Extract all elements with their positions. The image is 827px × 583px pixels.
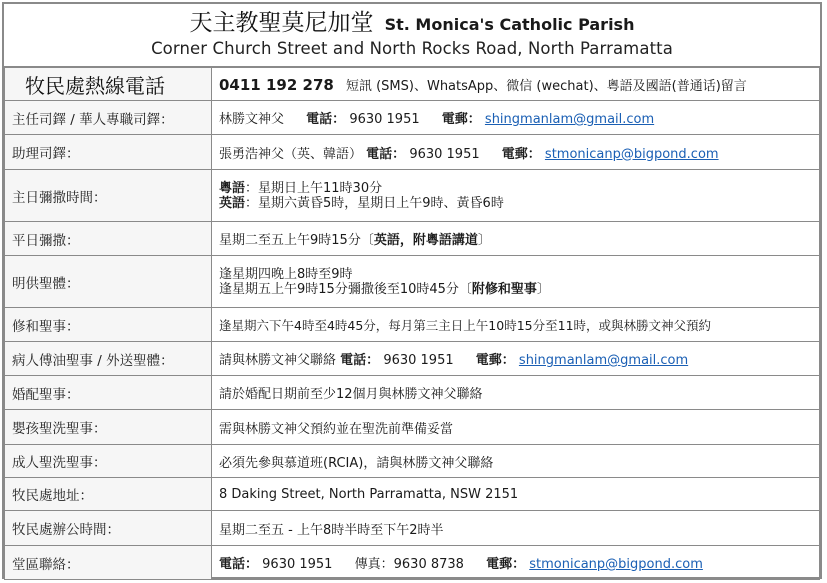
office-address-label: 牧民處地址：	[5, 478, 212, 511]
weekday-mass-language: 英語，附粵語講道	[373, 233, 478, 248]
adoration-line2-text: 逢星期五上午9時15分彌撒後至10時45分〔	[219, 281, 472, 297]
contact-fax-label: 傳真：	[354, 557, 394, 572]
pastor-email-link[interactable]: shingmanlam@gmail.com	[484, 112, 655, 127]
table-row-weekday-mass	[5, 222, 820, 256]
parish-address: Corner Church Street and North Rocks Road, North Parramatta	[151, 39, 673, 58]
reconciliation-value: 逢星期六下午4時至4時45分，每月第三主日上午10時15分至11時，或與林勝文神父預約	[212, 308, 820, 342]
hotline-value	[212, 68, 820, 101]
pastor-value	[212, 101, 820, 135]
weekday-mass-label: 平日彌撒：	[5, 222, 212, 256]
table-row-pastor	[5, 101, 820, 135]
anointing-text: 請與林勝文神父聯絡	[219, 353, 337, 368]
infant-baptism-value: 需與林勝文神父預約並在聖洗前準備妥當	[212, 410, 820, 445]
title-english: St. Monica's Catholic Parish	[384, 15, 635, 34]
weekday-mass-time: 星期二至五上午9時15分〔	[219, 233, 374, 248]
parish-info-sheet	[2, 2, 822, 579]
contact-email-label: 電郵：	[486, 557, 526, 572]
marriage-value: 請於婚配日期前至少12個月與林勝文神父聯絡	[212, 376, 820, 410]
assistant-email-label: 電郵：	[501, 146, 541, 162]
info-table	[4, 67, 820, 580]
assistant-name: 張勇浩神父（英、韓語）	[219, 146, 363, 162]
table-row-hotline	[5, 68, 820, 101]
infant-baptism-label: 嬰孩聖洗聖事：	[5, 410, 212, 445]
assistant-value	[212, 135, 820, 170]
table-row-infant-baptism	[5, 410, 820, 445]
sunday-mass-label: 主日彌撒時間：	[5, 170, 212, 222]
cantonese-label: 粵語	[219, 180, 246, 196]
table-row-assistant	[5, 135, 820, 170]
office-address-value: 8 Daking Street, North Parramatta, NSW 2151	[212, 478, 820, 511]
pastor-name: 林勝文神父	[219, 112, 285, 127]
table-row-office-hours	[5, 511, 820, 546]
assistant-phone: 9630 1951	[409, 146, 480, 162]
anointing-value	[212, 342, 820, 376]
sunday-mass-cantonese	[219, 181, 819, 196]
assistant-label: 助理司鐸：	[5, 135, 212, 170]
title-chinese: 天主教聖莫尼加堂	[189, 10, 374, 36]
contact-phone: 9630 1951	[262, 557, 333, 572]
table-row-reconciliation	[5, 308, 820, 342]
contact-email-link[interactable]: stmonicanp@bigpond.com	[529, 557, 703, 572]
parish-contact-label: 堂區聯絡：	[5, 546, 212, 580]
reconciliation-label: 修和聖事：	[5, 308, 212, 342]
anointing-label: 病人傅油聖事 / 外送聖體：	[5, 342, 212, 376]
weekday-mass-close: 〕	[477, 233, 491, 248]
sunday-mass-value	[212, 170, 820, 222]
cantonese-times: ：星期日上午11時30分	[245, 180, 383, 196]
marriage-label: 婚配聖事：	[5, 376, 212, 410]
table-row-adult-baptism	[5, 445, 820, 478]
hotline-label: 牧民處熱線電話	[5, 68, 212, 101]
adult-baptism-label: 成人聖洗聖事：	[5, 445, 212, 478]
anointing-phone: 9630 1951	[383, 353, 454, 368]
pastor-phone: 9630 1951	[349, 112, 420, 127]
parish-contact-value	[212, 546, 820, 580]
sunday-mass-english	[219, 196, 819, 211]
pastor-label: 主任司鐸 / 華人專職司鐸：	[5, 101, 212, 135]
pastor-phone-label: 電話：	[306, 112, 346, 127]
office-hours-label: 牧民處辦公時間：	[5, 511, 212, 546]
anointing-phone-label: 電話：	[340, 353, 380, 368]
anointing-email-label: 電郵：	[475, 353, 515, 368]
contact-phone-label: 電話：	[219, 557, 259, 572]
adult-baptism-value: 必須先參與慕道班(RCIA)，請與林勝文神父聯絡	[212, 445, 820, 478]
assistant-phone-label: 電話：	[366, 146, 406, 162]
table-row-anointing	[5, 342, 820, 376]
adoration-line1: 逢星期四晚上8時至9時	[219, 266, 353, 282]
parish-header	[4, 4, 820, 67]
adoration-line2-bold: 附修和聖事	[471, 281, 537, 297]
adoration-line2	[219, 282, 819, 297]
contact-fax: 9630 8738	[393, 557, 464, 572]
table-row-parish-contact	[5, 546, 820, 580]
pastor-email-label: 電郵：	[441, 112, 481, 127]
table-row-adoration	[5, 256, 820, 308]
adoration-label: 明供聖體：	[5, 256, 212, 308]
office-hours-value: 星期二至五 - 上午8時半時至下午2時半	[212, 511, 820, 546]
adoration-line2-close: 〕	[536, 281, 550, 297]
english-times: ：星期六黃昏5時，星期日上午9時、黃昏6時	[245, 195, 504, 211]
anointing-email-link[interactable]: shingmanlam@gmail.com	[518, 353, 689, 368]
table-row-marriage	[5, 376, 820, 410]
english-label: 英語	[219, 195, 246, 211]
weekday-mass-value	[212, 222, 820, 256]
hotline-note: 短訊 (SMS)、WhatsApp、微信 (wechat)、粵語及國語(普通话)留言	[345, 78, 747, 94]
table-row-office-address	[5, 478, 820, 511]
parish-title	[4, 4, 820, 36]
assistant-email-link[interactable]: stmonicanp@bigpond.com	[544, 146, 719, 162]
adoration-value	[212, 256, 820, 308]
hotline-number[interactable]: 0411 192 278	[219, 75, 334, 94]
table-row-sunday-mass	[5, 170, 820, 222]
